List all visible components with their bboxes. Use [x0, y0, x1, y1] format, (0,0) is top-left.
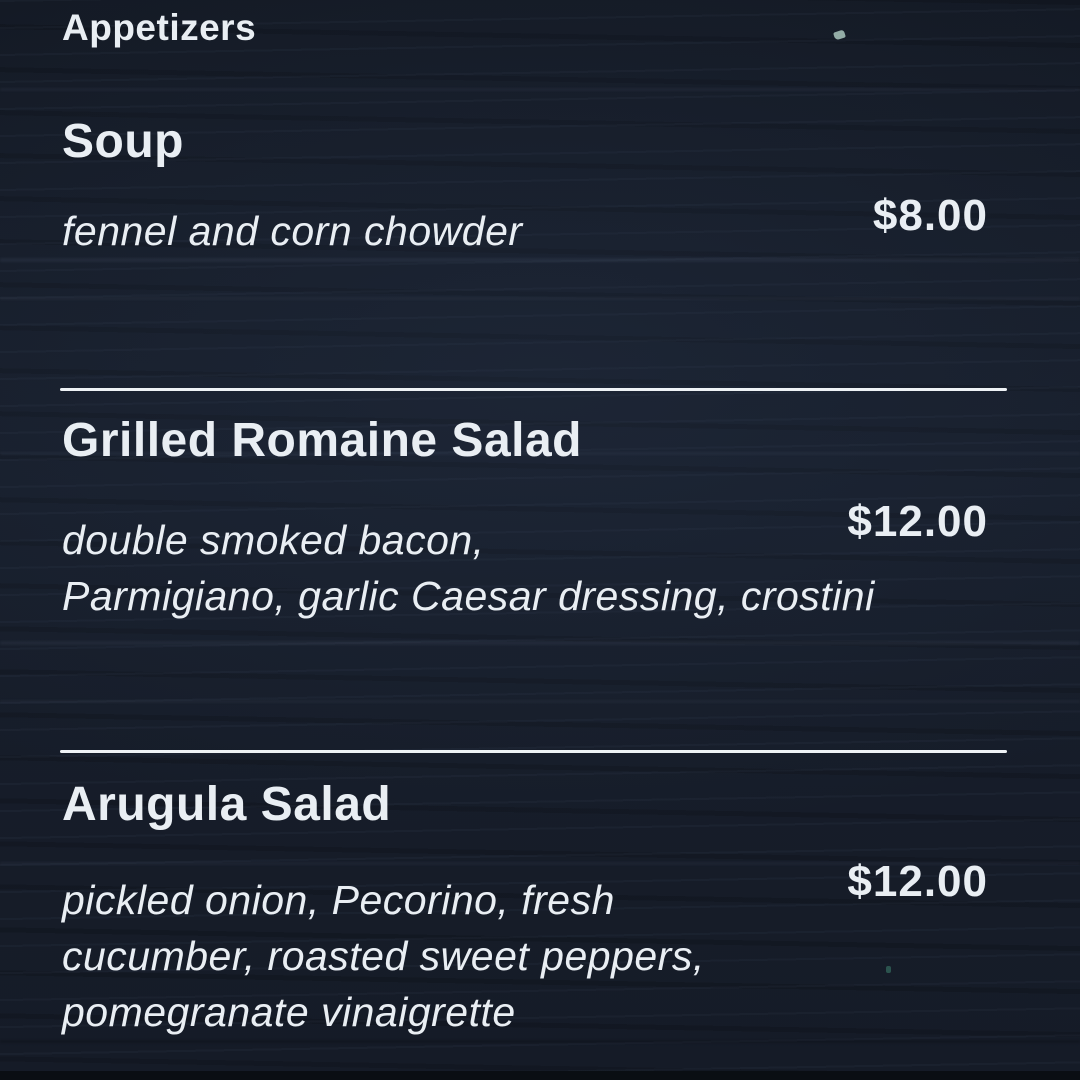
- chalk-streak: [0, 88, 1080, 91]
- item-description-line: double smoked bacon,: [62, 517, 485, 563]
- divider: [60, 750, 1007, 753]
- chalk-speck: [833, 29, 846, 40]
- item-description-line: cucumber, roasted sweet peppers,: [62, 933, 705, 979]
- item-description-line: fennel and corn chowder: [62, 208, 523, 254]
- item-description-line: pomegranate vinaigrette: [62, 989, 516, 1035]
- chalk-streak: [0, 1040, 1080, 1043]
- item-description: [62, 512, 875, 624]
- item-price: $12.00: [847, 497, 988, 546]
- chalk-streak: [0, 700, 1080, 703]
- chalk-streak: [0, 641, 1080, 645]
- chalk-speck: [886, 966, 891, 973]
- item-description: [62, 872, 705, 1040]
- item-name: Soup: [62, 115, 184, 168]
- item-description-line: pickled onion, Pecorino, fresh: [62, 877, 615, 923]
- bottom-edge-bar: [0, 1071, 1080, 1080]
- item-price: $8.00: [872, 191, 988, 240]
- section-title: Appetizers: [62, 7, 257, 48]
- divider: [60, 388, 1007, 391]
- item-description: [62, 203, 523, 259]
- item-description-line: Parmigiano, garlic Caesar dressing, crostini: [62, 573, 875, 619]
- item-name: Arugula Salad: [62, 778, 392, 831]
- chalk-streak: [0, 297, 1080, 300]
- item-price: $12.00: [847, 857, 988, 906]
- item-name: Grilled Romaine Salad: [62, 414, 582, 467]
